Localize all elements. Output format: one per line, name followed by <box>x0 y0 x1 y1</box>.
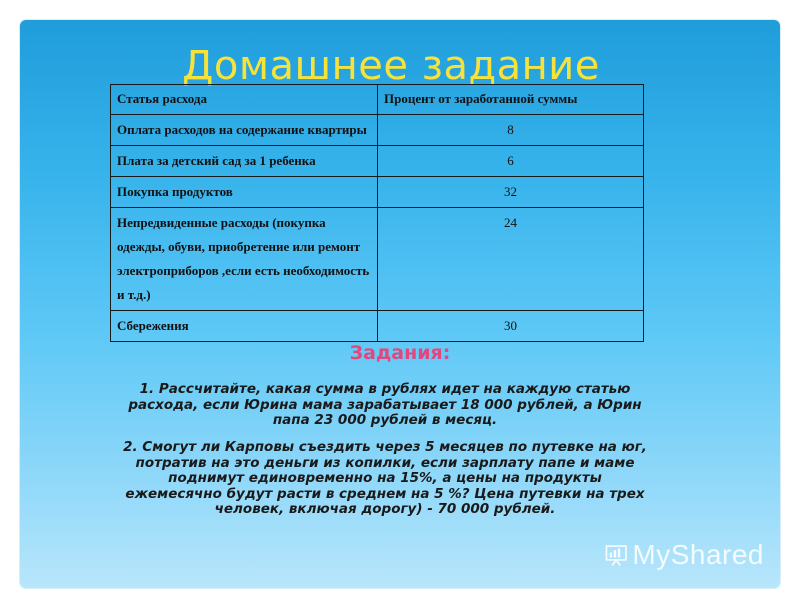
watermark-logo <box>604 535 764 575</box>
expenses-table <box>110 84 644 342</box>
table-header-row <box>111 85 644 115</box>
table-cell-percent: 8 <box>378 115 644 146</box>
slide-title: Домашнее задание <box>182 43 600 89</box>
watermark-text: MyShared <box>632 539 764 570</box>
table-row <box>111 311 644 342</box>
table-cell-percent: 24 <box>378 208 644 311</box>
table-row <box>111 115 644 146</box>
table-cell-percent: 6 <box>378 146 644 177</box>
slide <box>20 20 780 588</box>
table-cell-item: Плата за детский сад за 1 ребенка <box>111 146 378 177</box>
table-cell-percent: 32 <box>378 177 644 208</box>
table-row <box>111 208 644 311</box>
table-row <box>111 146 644 177</box>
tasks-heading: Задания: <box>349 342 451 364</box>
table-cell-item: Сбережения <box>111 311 378 342</box>
presentation-board-icon <box>604 540 628 570</box>
table-cell-item: Оплата расходов на содержание квартиры <box>111 115 378 146</box>
task-1-text: 1. Рассчитайте, какая сумма в рублях идет на каждую статью расхода, если Юрина мама зарабатывает 18 000 рублей, а Юрин папа 23 000 рублей в месяц. <box>128 381 642 428</box>
table-row <box>111 177 644 208</box>
table-header-percent: Процент от заработанной суммы <box>378 85 644 115</box>
table-cell-percent: 30 <box>378 311 644 342</box>
task-2-text: 2. Смогут ли Карповы съездить через 5 месяцев по путевке на юг, потратив на это деньги из копилки, если зарплату папе и маме поднимут единовременно на 15%, а цены на продукты ежемесячно будут расти в среднем на 5 %? Цена путевки на трех человек, включая дорогу) - 70 000 рублей. <box>123 439 647 517</box>
table-cell-item: Непредвиденные расходы (покупка одежды, обуви, приобретение или ремонт электроприборов ,если есть необходимость и т.д.) <box>111 208 378 311</box>
table-cell-item: Покупка продуктов <box>111 177 378 208</box>
table-header-item: Статья расхода <box>111 85 378 115</box>
